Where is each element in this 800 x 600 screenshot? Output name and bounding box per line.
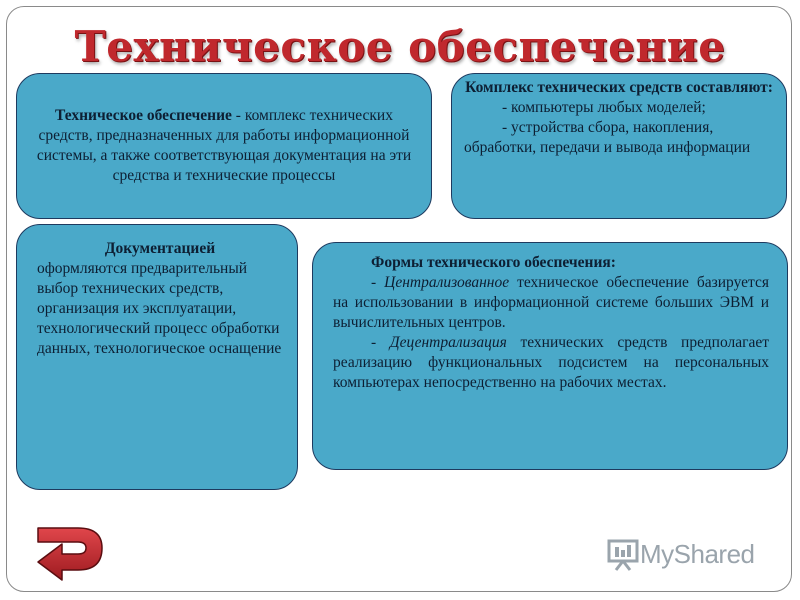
definition-term: Техническое обеспечение [55, 107, 232, 124]
complex-box [451, 73, 787, 219]
forms-heading: Формы технического обеспечения: [371, 254, 616, 271]
return-arrow-icon[interactable] [32, 518, 112, 582]
watermark-logo [606, 536, 755, 572]
definition-body: - комплекс технических средств, предназначенных для работы информационной системы, а также соответствующая документация на эти средства и технические процессы [36, 107, 412, 184]
definition-text [31, 106, 417, 186]
forms-item-decentralized [333, 333, 769, 393]
complex-item-devices: - устройства сбора, накопления, обработки, передачи и вывода информации [464, 119, 751, 156]
watermark-text: MyShared [640, 538, 755, 569]
presentation-board-icon [606, 537, 640, 571]
forms-box [312, 242, 788, 470]
documentation-body: оформляются предварительный выбор технических средств, организация их эксплуатации, технологический процесс обработки данных, технологическое оснащение [37, 260, 282, 357]
forms-item2-text: технических средств предполагает реализацию функциональных подсистем на персональных компьютерах непосредственно на рабочих местах. [333, 334, 769, 391]
forms-item2-prefix: - [371, 334, 390, 351]
forms-item1-term: Централизованное [384, 274, 510, 291]
slide-title: Техническое обеспечение [74, 22, 726, 71]
documentation-term: Документацией [104, 240, 216, 257]
return-arrow-svg [32, 518, 112, 582]
complex-item-computers: - компьютеры любых моделей; [502, 99, 706, 116]
forms-item1-text: техническое обеспечение базируется на использовании в информационной системе больших ЭВМ и вычислительных центров. [333, 274, 769, 331]
forms-item-centralized [333, 273, 769, 333]
forms-item1-prefix: - [371, 274, 385, 291]
complex-heading: Комплекс технических средств составляют: [465, 79, 773, 96]
definition-box [16, 73, 432, 219]
forms-item2-term: Децентрализация [389, 334, 507, 351]
documentation-box [16, 224, 298, 490]
